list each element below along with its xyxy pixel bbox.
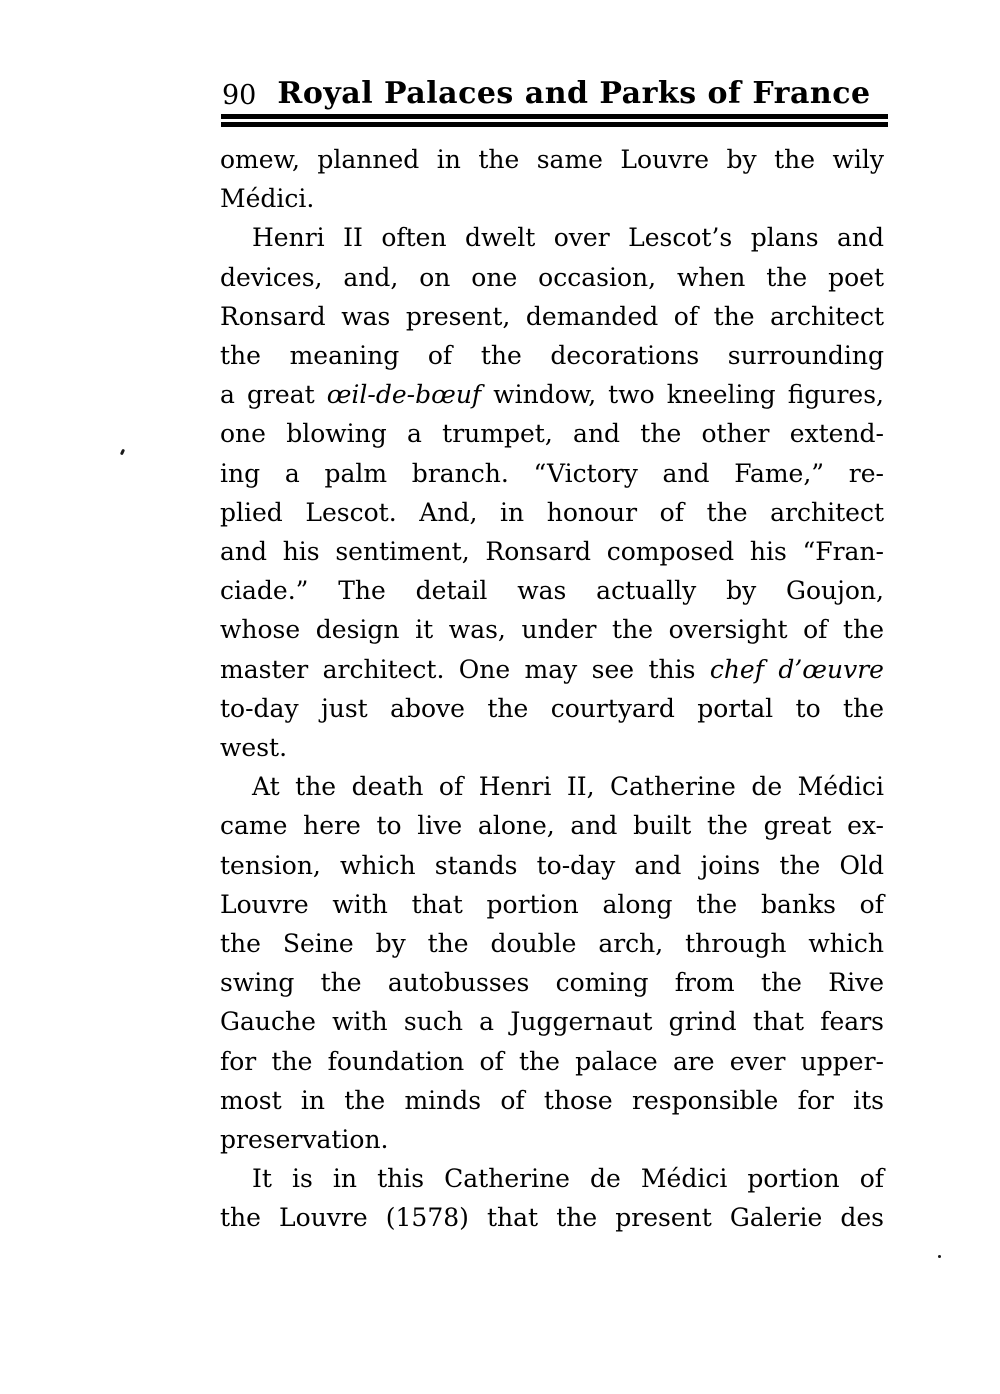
text-line xyxy=(220,571,884,610)
text-line xyxy=(220,767,884,806)
text-line xyxy=(220,140,884,179)
paragraph xyxy=(220,1159,884,1237)
text-line xyxy=(220,650,884,689)
text-line xyxy=(220,689,884,728)
text-segment: preservation. xyxy=(220,1125,389,1155)
text-line xyxy=(220,179,884,218)
text-segment: swing the autobusses coming from the Rive xyxy=(220,968,884,998)
text-segment: the Seine by the double arch, through which xyxy=(220,929,884,959)
text-line xyxy=(220,846,884,885)
text-line xyxy=(220,414,884,453)
text-line xyxy=(220,297,884,336)
text-segment: Médici. xyxy=(220,184,315,214)
page-header xyxy=(220,76,888,112)
text-segment: It is in this Catherine de Médici portion of xyxy=(252,1164,884,1194)
paragraph xyxy=(220,218,884,767)
text-line xyxy=(220,806,884,845)
text-segment: for the foundation of the palace are ever upper- xyxy=(220,1046,884,1076)
text-segment: ing a palm branch. “Victory and Fame,” re- xyxy=(220,458,884,488)
text-line xyxy=(220,1081,884,1120)
text-line xyxy=(220,610,884,649)
text-segment: one blowing a trumpet, and the other extend- xyxy=(220,419,884,449)
text-line xyxy=(220,885,884,924)
paragraph xyxy=(220,140,884,218)
scan-artifact xyxy=(938,1255,941,1258)
text-line xyxy=(220,1159,884,1198)
text-line xyxy=(220,963,884,1002)
text-segment: At the death of Henri II, Catherine de Médici xyxy=(252,772,884,802)
text-segment: plied Lescot. And, in honour of the architect xyxy=(220,497,884,527)
text-segment: devices, and, on one occasion, when the poet xyxy=(220,262,884,292)
text-segment: ciade.” The detail was actually by Goujon, xyxy=(220,576,884,606)
text-line xyxy=(220,1042,884,1081)
italic-text: chef d’œuvre xyxy=(709,654,884,684)
text-line xyxy=(220,1002,884,1041)
text-segment: Gauche with such a Juggernaut grind that fears xyxy=(220,1007,884,1037)
text-line xyxy=(220,532,884,571)
text-segment: the Louvre (1578) that the present Galerie des xyxy=(220,1203,884,1233)
text-segment: omew, planned in the same Louvre by the wily xyxy=(220,145,884,174)
text-segment: a great xyxy=(220,380,327,410)
text-segment: the meaning of the decorations surrounding xyxy=(220,341,884,371)
text-segment: and his sentiment, Ronsard composed his “Fran- xyxy=(220,537,884,567)
text-segment: most in the minds of those responsible for its xyxy=(220,1085,884,1115)
page-body xyxy=(220,140,884,1238)
page-number: 90 xyxy=(222,80,257,111)
text-line xyxy=(220,1198,884,1237)
text-segment: Henri II often dwelt over Lescot’s plans and xyxy=(252,223,884,253)
running-title: Royal Palaces and Parks of France xyxy=(277,76,871,111)
text-segment: came here to live alone, and built the great ex- xyxy=(220,811,884,841)
text-line xyxy=(220,1120,884,1159)
text-line xyxy=(220,218,884,257)
text-segment: tension, which stands to-day and joins the Old xyxy=(220,850,884,880)
text-segment: master architect. One may see this xyxy=(220,654,710,684)
paragraph xyxy=(220,767,884,1159)
text-line xyxy=(220,924,884,963)
header-double-rule xyxy=(221,114,888,127)
text-segment: west. xyxy=(220,733,288,763)
text-segment: to-day just above the courtyard portal to the xyxy=(220,693,884,723)
text-line xyxy=(220,493,884,532)
text-line xyxy=(220,454,884,493)
text-segment: Louvre with that portion along the banks of xyxy=(220,889,884,919)
text-line xyxy=(220,375,884,414)
text-line xyxy=(220,728,884,767)
scan-artifact xyxy=(120,449,125,456)
text-segment: window, two kneeling figures, xyxy=(481,380,884,410)
text-line xyxy=(220,336,884,375)
text-segment: whose design it was, under the oversight of the xyxy=(220,615,884,645)
italic-text: œil-de-bœuf xyxy=(326,380,482,410)
text-line xyxy=(220,258,884,297)
text-segment: Ronsard was present, demanded of the architect xyxy=(220,301,884,331)
